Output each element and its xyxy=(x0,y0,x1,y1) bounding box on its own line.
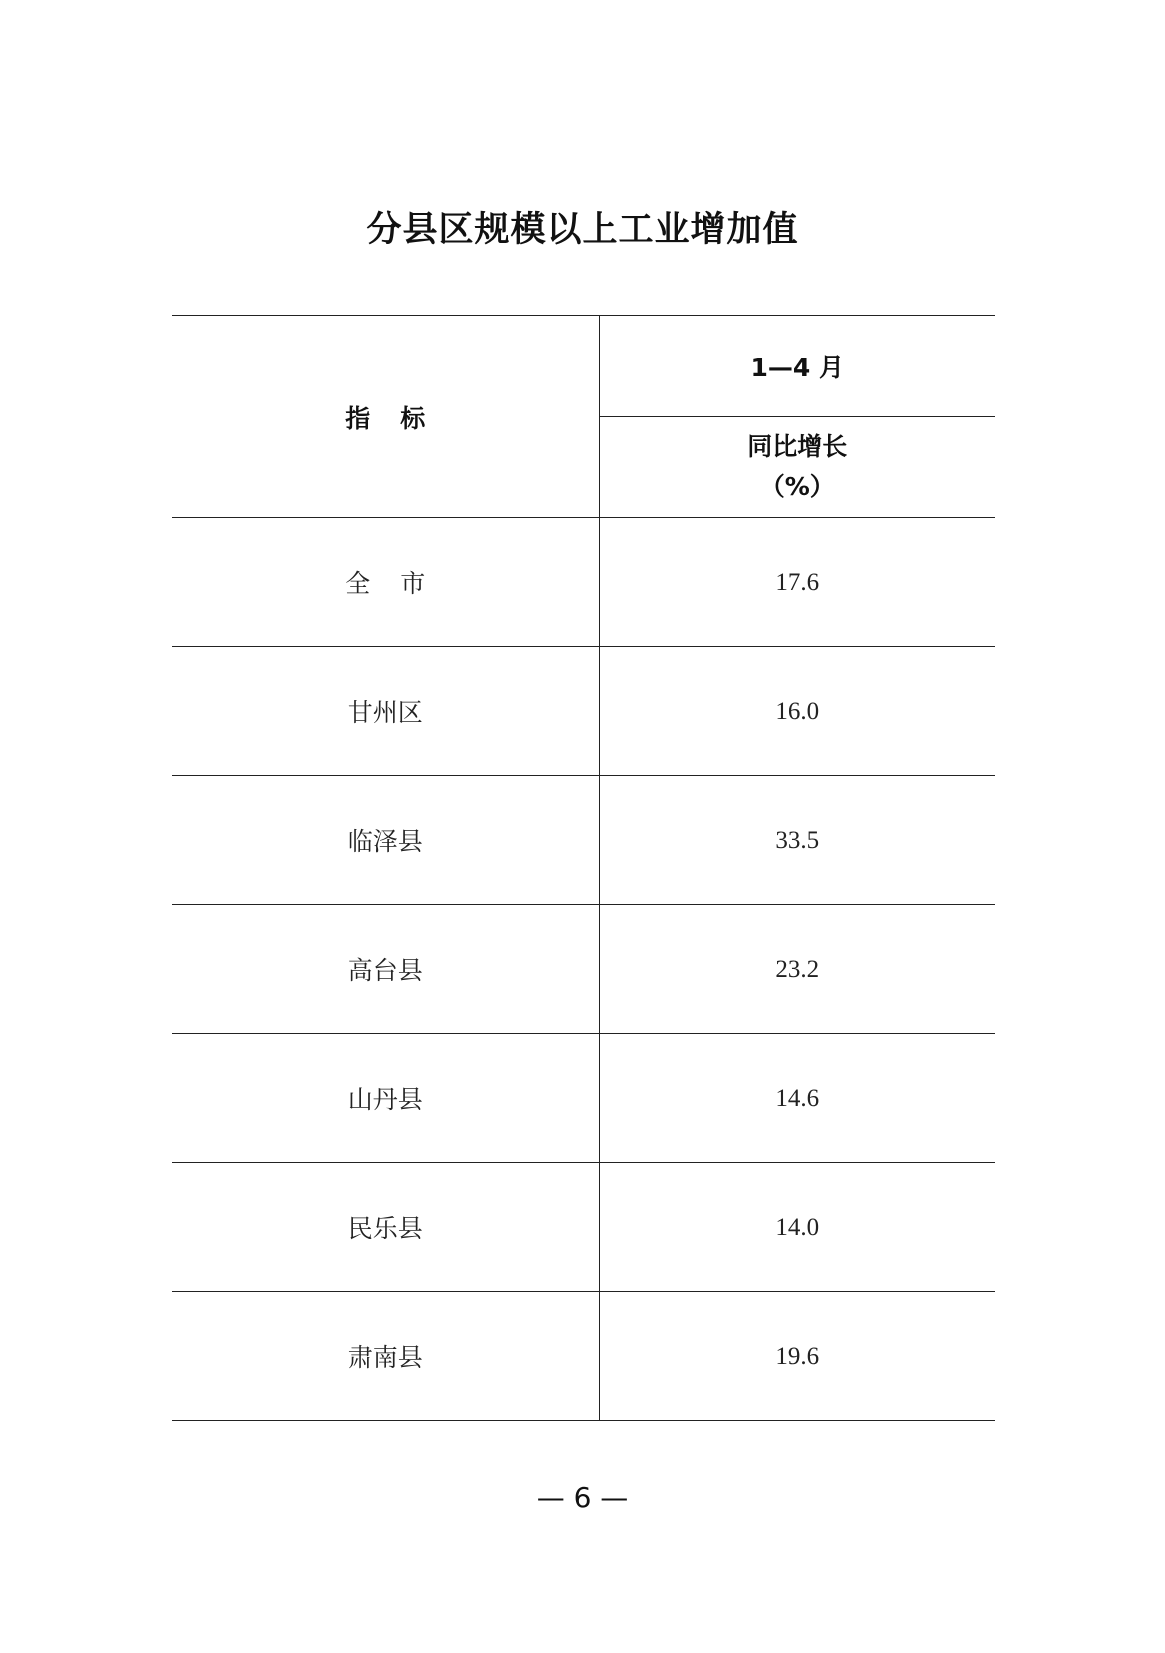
row-value-cell xyxy=(599,1034,995,1163)
county-industry-table xyxy=(172,315,995,1421)
table-row xyxy=(172,1163,995,1292)
row-label-cell xyxy=(172,905,599,1034)
row-label: 山丹县 xyxy=(347,1085,423,1114)
row-value: 23.2 xyxy=(775,955,820,983)
row-label: 甘州区 xyxy=(347,698,423,727)
row-label-cell xyxy=(172,1163,599,1292)
table-row xyxy=(172,1292,995,1421)
row-label: 临泽县 xyxy=(347,827,423,856)
table-row xyxy=(172,1034,995,1163)
page-title: 分县区规模以上工业增加值 xyxy=(366,210,799,250)
row-value-cell xyxy=(599,1292,995,1421)
row-value-cell xyxy=(599,776,995,905)
row-label-cell xyxy=(172,776,599,905)
row-label: 肃南县 xyxy=(347,1343,423,1372)
row-label: 高台县 xyxy=(347,956,423,985)
row-value: 16.0 xyxy=(775,697,820,725)
period-header-cell xyxy=(599,316,995,417)
row-label: 全市 xyxy=(345,569,456,598)
row-label-cell xyxy=(172,1292,599,1421)
row-value-cell xyxy=(599,518,995,647)
row-value-cell xyxy=(599,647,995,776)
table-row xyxy=(172,647,995,776)
indicator-header-cell xyxy=(172,316,599,518)
page-number: — 6 — xyxy=(536,1481,629,1514)
table-row xyxy=(172,905,995,1034)
row-label-cell xyxy=(172,518,599,647)
row-value: 19.6 xyxy=(775,1342,820,1370)
table-row xyxy=(172,518,995,647)
period-header: 1—4 月 xyxy=(750,353,844,382)
indicator-header: 指标 xyxy=(345,403,456,433)
row-value: 14.6 xyxy=(775,1084,820,1112)
table-header-row xyxy=(172,316,995,417)
row-value: 14.0 xyxy=(775,1213,820,1241)
unit-header: （%） xyxy=(759,472,835,501)
metric-header: 同比增长 xyxy=(747,432,848,461)
table-row xyxy=(172,776,995,905)
row-value: 33.5 xyxy=(775,826,820,854)
row-label-cell xyxy=(172,1034,599,1163)
row-label: 民乐县 xyxy=(347,1214,423,1243)
row-label-cell xyxy=(172,647,599,776)
row-value-cell xyxy=(599,905,995,1034)
metric-header-cell xyxy=(599,417,995,518)
row-value: 17.6 xyxy=(775,568,820,596)
row-value-cell xyxy=(599,1163,995,1292)
